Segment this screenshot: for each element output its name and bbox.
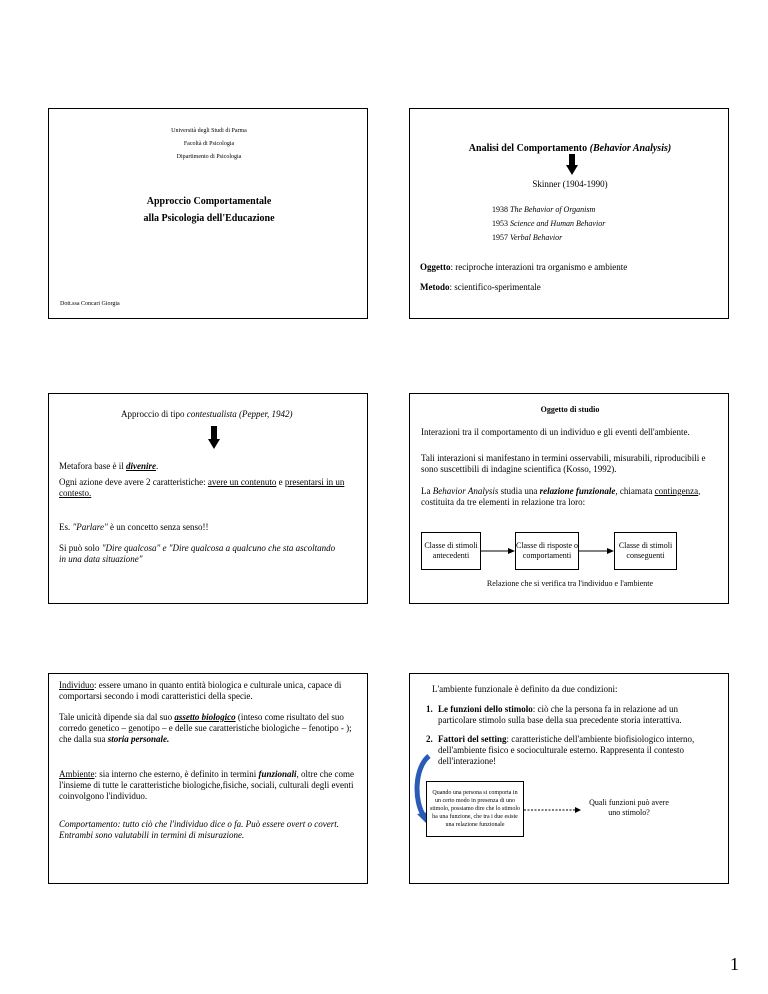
ambiente-text: Ambiente: sia interno che esterno, è definito in termini funzionali, oltre che come l'insieme di tutte le caratteristiche biologiche,fisiche, sociali, culturali degli eventi coinvolgono l'individuo. [59, 769, 354, 801]
slide6-intro: L'ambiente funzionale è definito da due condizioni: [432, 684, 618, 694]
faculty: Facoltà di Psicologia [183, 141, 235, 147]
slide-individuo-ambiente [48, 673, 368, 884]
slide-behavior-analysis [409, 108, 729, 319]
example-line: Es. "Parlare" è un concetto senza senso!! [59, 522, 209, 532]
conditions-list [421, 704, 706, 775]
arrow-right-icon [579, 546, 614, 556]
stimulus-question: Quali funzioni può avere uno stimolo? [589, 798, 669, 817]
box-comportamenti: Classe di risposte o comportamenti [515, 532, 579, 570]
slide4-p2: Tali interazioni si manifestano in termini osservabili, misurabili, riproducibili e sono suscettibili di indagine scientifica (Kosso, 1992). [421, 453, 706, 474]
comportamento-text: Comportamento: tutto ciò che l'individuo dice o fa. Può essere overt o covert. Entrambi sono valutabili in termini di misurazione. [59, 819, 340, 840]
actions-text: Ogni azione deve avere 2 caratteristiche: avere un contenuto e presentarsi in un contesto. [59, 477, 345, 498]
slide2-title: Analisi del Comportamento (Behavior Analysis) [468, 143, 672, 154]
condition-1: 1. Le funzioni dello stimolo: ciò che la persona fa in relazione ad un particolare stimolo sulla base della sua precedente storia interattiva. [435, 704, 706, 726]
work-2: 1953 Science and Human Behavior [492, 219, 606, 228]
slide-ambiente-funzionale [409, 673, 729, 884]
title-line-2: alla Psicologia dell'Educazione [143, 213, 275, 224]
arrow-down-icon [566, 154, 578, 176]
work-1: 1938 The Behavior of Organism [492, 205, 596, 214]
slide4-p1: Interazioni tra il comportamento di un individuo e gli eventi dell'ambiente. [421, 427, 690, 437]
slide-oggetto-di-studio [409, 393, 729, 604]
work-3: 1957 Verbal Behavior [492, 233, 563, 242]
author: Dott.ssa Concari Giorgia [60, 301, 120, 307]
metaphor-line: Metafora base è il divenire. [59, 461, 159, 471]
dotted-arrow-icon [524, 806, 581, 814]
relation-caption: Relazione che si verifica tra l'individuo e l'ambiente [486, 579, 654, 588]
box-conseguenti: Classe di stimoli conseguenti [614, 532, 677, 570]
functional-relation-box: Quando una persona si comporta in un certo modo in presenza di uno stimolo, possiamo dire che lo stimolo ha una funzione, che tra i due esiste una relazione funzionale [426, 781, 524, 837]
department: Dipartimento di Psicologia [176, 154, 242, 160]
arrow-down-icon [208, 426, 220, 450]
slide-contestualista [48, 393, 368, 604]
slide4-title: Oggetto di studio [540, 405, 600, 414]
arrow-right-icon [481, 546, 515, 556]
condition-2: 2. Fattori del setting: caratteristiche dell'ambiente biofisiologico interno, dell'ambiente fisico e socioculturale esterno. Rappresenta il contesto dell'interazione! [435, 734, 706, 767]
method-line: Metodo: scientifico-sperimentale [420, 282, 541, 292]
unicita-text: Tale unicità dipende sia dal suo assetto biologico (inteso come risultato del suo corredo genetico – genotipo – e delle sue caratteristiche biologiche – fenotipo - ); che dalla sua storia personale. [59, 712, 352, 744]
individuo-text: Individuo: essere umano in quanto entità biologica e culturale unica, capace di comportarsi secondo i modi caratteristici della specie. [59, 680, 342, 701]
title-line-1: Approccio Comportamentale [146, 196, 272, 207]
university: Università degli Studi di Parma [171, 128, 247, 134]
object-line: Oggetto: reciproche interazioni tra organismo e ambiente [420, 262, 628, 272]
slide4-p3: La Behavior Analysis studia una relazione funzionale, chiamata contingenza, costituita da tre elementi in relazione tra loro: [421, 486, 701, 507]
box-antecedenti: Classe di stimoli antecedenti [421, 532, 481, 570]
approach-line: Approccio di tipo contestualista (Pepper, 1942) [121, 409, 293, 419]
page-number: 1 [730, 954, 739, 974]
slide-title [48, 108, 368, 319]
only-text: Si può solo "Dire qualcosa" e "Dire qualcosa a qualcuno che sta ascoltando in una data situazione" [59, 543, 336, 564]
skinner-name: Skinner (1904-1990) [532, 179, 608, 189]
